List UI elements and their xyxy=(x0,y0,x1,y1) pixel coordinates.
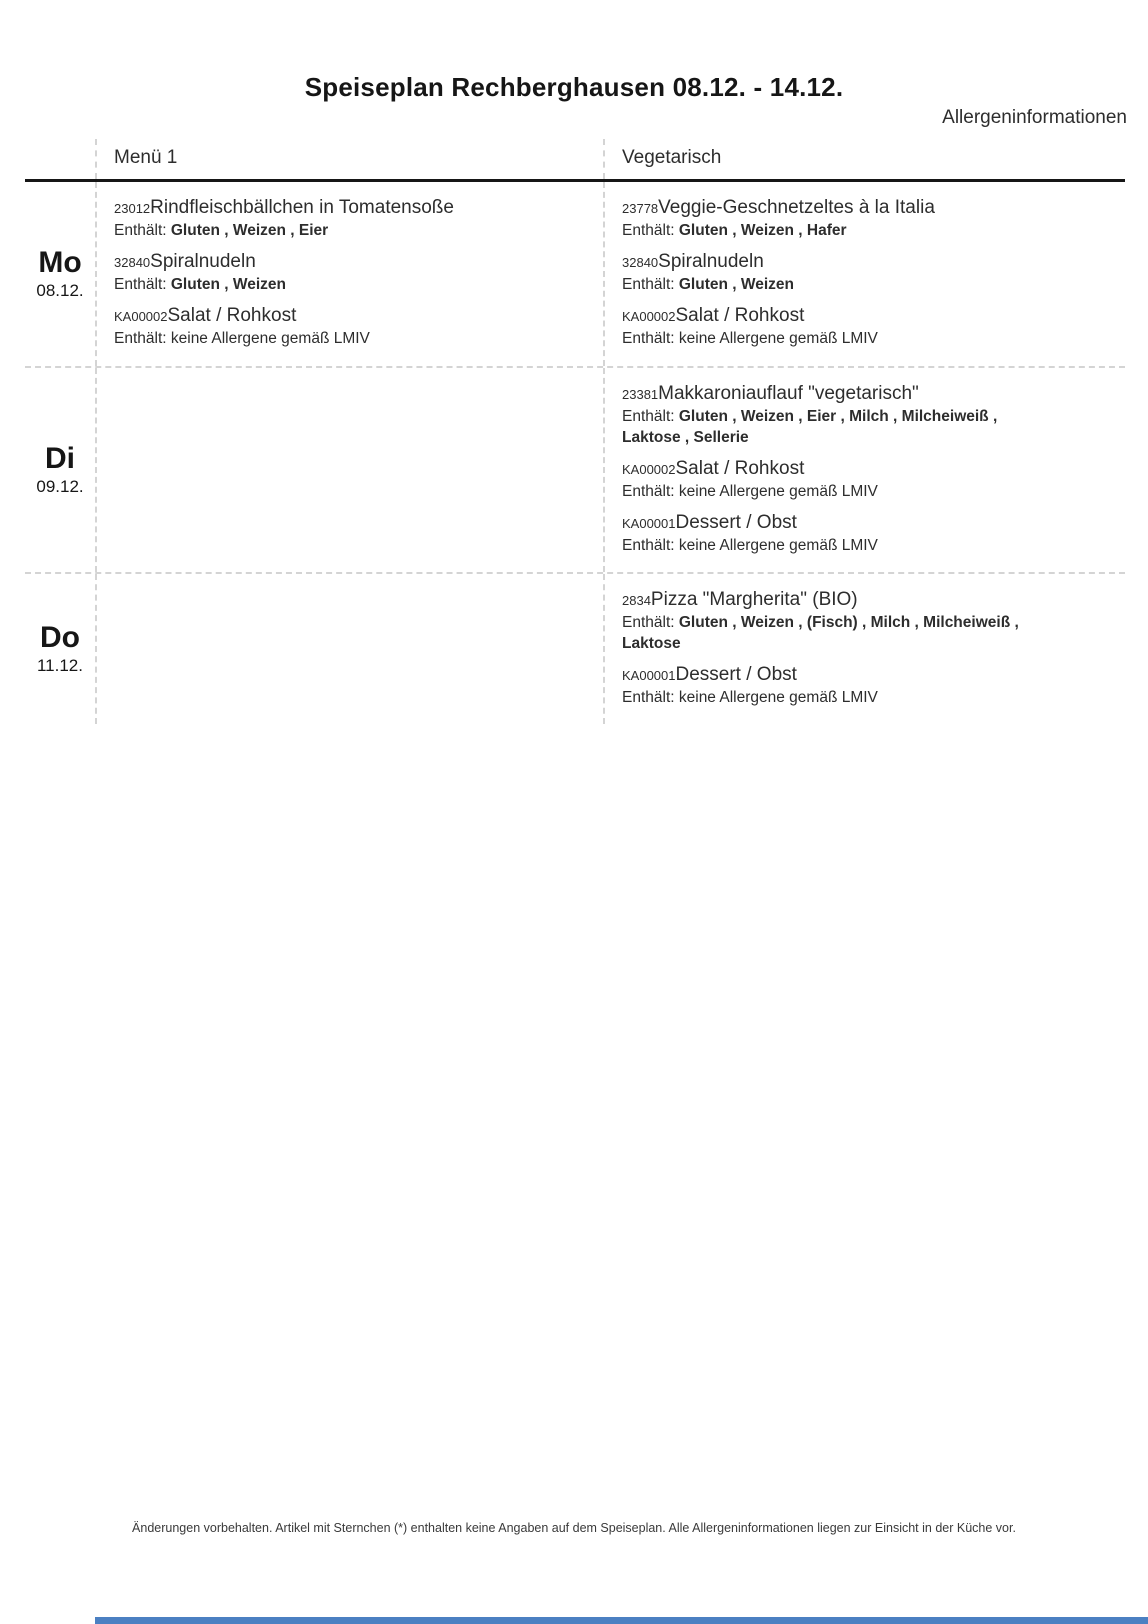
dish-item xyxy=(622,663,1115,708)
next-section-blue-bar xyxy=(95,1617,1148,1624)
dish-allergen-line xyxy=(114,328,519,349)
dish-name-line xyxy=(622,382,1115,406)
dish-name: Salat / Rohkost xyxy=(167,305,297,326)
dish-name-line xyxy=(622,250,1115,274)
dish-allergen-line xyxy=(114,274,519,295)
day-row-do xyxy=(25,572,1125,724)
day-cell xyxy=(25,368,95,572)
dish-number: KA00002 xyxy=(114,309,168,324)
dish-name: Veggie-Geschnetzeltes à la Italia xyxy=(658,197,935,218)
contains-label: Enthält: xyxy=(622,276,679,293)
dish-allergen-line xyxy=(114,220,519,241)
day-date: 08.12. xyxy=(36,281,84,301)
dish-name-line xyxy=(622,457,1115,481)
dish-number: KA00001 xyxy=(622,668,676,683)
allergen-list: Gluten , Weizen , Hafer xyxy=(678,222,847,239)
allergen-list: Gluten , Weizen , Eier , Milch , Milcheiweiß , Laktose , Sellerie xyxy=(622,408,998,446)
dish-name: Spiralnudeln xyxy=(658,251,764,272)
day-row-di xyxy=(25,366,1125,572)
dish-item xyxy=(114,196,593,241)
dish-name-line xyxy=(114,196,593,220)
dish-item xyxy=(622,250,1115,295)
day-header-spacer xyxy=(25,139,95,179)
allergen-info-link[interactable]: Allergeninformationen xyxy=(942,107,1127,128)
dish-name: Salat / Rohkost xyxy=(675,305,805,326)
allergen-list: Gluten , Weizen , Eier xyxy=(170,222,329,239)
contains-label: Enthält: xyxy=(114,330,171,347)
dish-name: Makkaroniauflauf "vegetarisch" xyxy=(658,383,919,404)
day-date: 11.12. xyxy=(36,656,83,676)
menu-cell-menu1 xyxy=(95,182,603,366)
dish-name: Rindfleischbällchen in Tomatensoße xyxy=(150,197,454,218)
contains-label: Enthält: xyxy=(114,222,171,239)
dish-name: Spiralnudeln xyxy=(150,251,256,272)
dish-number: KA00001 xyxy=(622,516,676,531)
contains-label: Enthält: xyxy=(622,689,679,706)
dish-name-line xyxy=(114,304,593,328)
dish-name-line xyxy=(622,663,1115,687)
dish-number: KA00002 xyxy=(622,462,676,477)
menu-cell-menu1 xyxy=(95,368,603,572)
column-header-menu1: Menü 1 xyxy=(95,139,603,179)
dish-item xyxy=(622,457,1115,502)
dish-allergen-line xyxy=(622,481,1027,502)
contains-label: Enthält: xyxy=(622,330,679,347)
contains-label: Enthält: xyxy=(114,276,171,293)
dish-number: 32840 xyxy=(114,255,151,270)
dish-number: 23778 xyxy=(622,201,659,216)
dish-number: KA00002 xyxy=(622,309,676,324)
allergen-list: keine Allergene gemäß LMIV xyxy=(678,537,878,554)
dish-allergen-line xyxy=(622,328,1027,349)
menu-cell-vegetarisch xyxy=(603,574,1125,724)
day-label: Do xyxy=(40,620,80,654)
dish-name: Dessert / Obst xyxy=(675,664,797,685)
dish-allergen-line xyxy=(622,220,1027,241)
dish-allergen-line xyxy=(622,274,1027,295)
dish-item xyxy=(114,250,593,295)
day-cell xyxy=(25,182,95,366)
allergen-list: keine Allergene gemäß LMIV xyxy=(170,330,370,347)
contains-label: Enthält: xyxy=(622,222,679,239)
day-date: 09.12. xyxy=(36,477,84,497)
dish-allergen-line xyxy=(622,687,1027,708)
table-body xyxy=(25,182,1125,724)
dish-allergen-line xyxy=(622,406,1027,448)
day-cell xyxy=(25,574,95,724)
dish-name: Dessert / Obst xyxy=(675,512,797,533)
contains-label: Enthält: xyxy=(622,483,679,500)
column-header-vegetarisch: Vegetarisch xyxy=(603,139,1125,179)
dish-name-line xyxy=(114,250,593,274)
contains-label: Enthält: xyxy=(622,537,679,554)
dish-item xyxy=(622,196,1115,241)
dish-name: Salat / Rohkost xyxy=(675,458,805,479)
allergen-list: Gluten , Weizen xyxy=(170,276,286,293)
allergen-list: Gluten , Weizen , (Fisch) , Milch , Milcheiweiß , Laktose xyxy=(622,614,1019,652)
menu-cell-menu1 xyxy=(95,574,603,724)
dish-number: 23381 xyxy=(622,387,659,402)
contains-label: Enthält: xyxy=(622,614,679,631)
dish-allergen-line xyxy=(622,612,1027,654)
page-title: Speiseplan Rechberghausen 08.12. - 14.12. xyxy=(304,72,844,102)
day-label: Di xyxy=(45,441,75,475)
contains-label: Enthält: xyxy=(622,408,679,425)
table-header-row xyxy=(25,139,1125,182)
dish-item xyxy=(114,304,593,349)
day-label: Mo xyxy=(38,245,82,279)
dish-item xyxy=(622,304,1115,349)
dish-number: 23012 xyxy=(114,201,151,216)
dish-name-line xyxy=(622,588,1115,612)
menu-cell-vegetarisch xyxy=(603,368,1125,572)
dish-item xyxy=(622,511,1115,556)
dish-item xyxy=(622,382,1115,448)
dish-name-line xyxy=(622,511,1115,535)
dish-name-line xyxy=(622,196,1115,220)
menu-table xyxy=(25,139,1125,724)
allergen-list: keine Allergene gemäß LMIV xyxy=(678,483,878,500)
dish-number: 32840 xyxy=(622,255,659,270)
day-row-mo xyxy=(25,182,1125,366)
dish-name: Pizza "Margherita" (BIO) xyxy=(650,589,858,610)
footer-note: Änderungen vorbehalten. Artikel mit Sternchen (*) enthalten keine Angaben auf dem Speiseplan. Alle Allergeninformationen liegen zur Einsicht in der Küche vor. xyxy=(132,1521,1016,1535)
dish-item xyxy=(622,588,1115,654)
dish-name-line xyxy=(622,304,1115,328)
dish-allergen-line xyxy=(622,535,1027,556)
menu-cell-vegetarisch xyxy=(603,182,1125,366)
dish-number: 2834 xyxy=(622,593,651,608)
allergen-list: keine Allergene gemäß LMIV xyxy=(678,689,878,706)
allergen-list: Gluten , Weizen xyxy=(678,276,794,293)
allergen-list: keine Allergene gemäß LMIV xyxy=(678,330,878,347)
